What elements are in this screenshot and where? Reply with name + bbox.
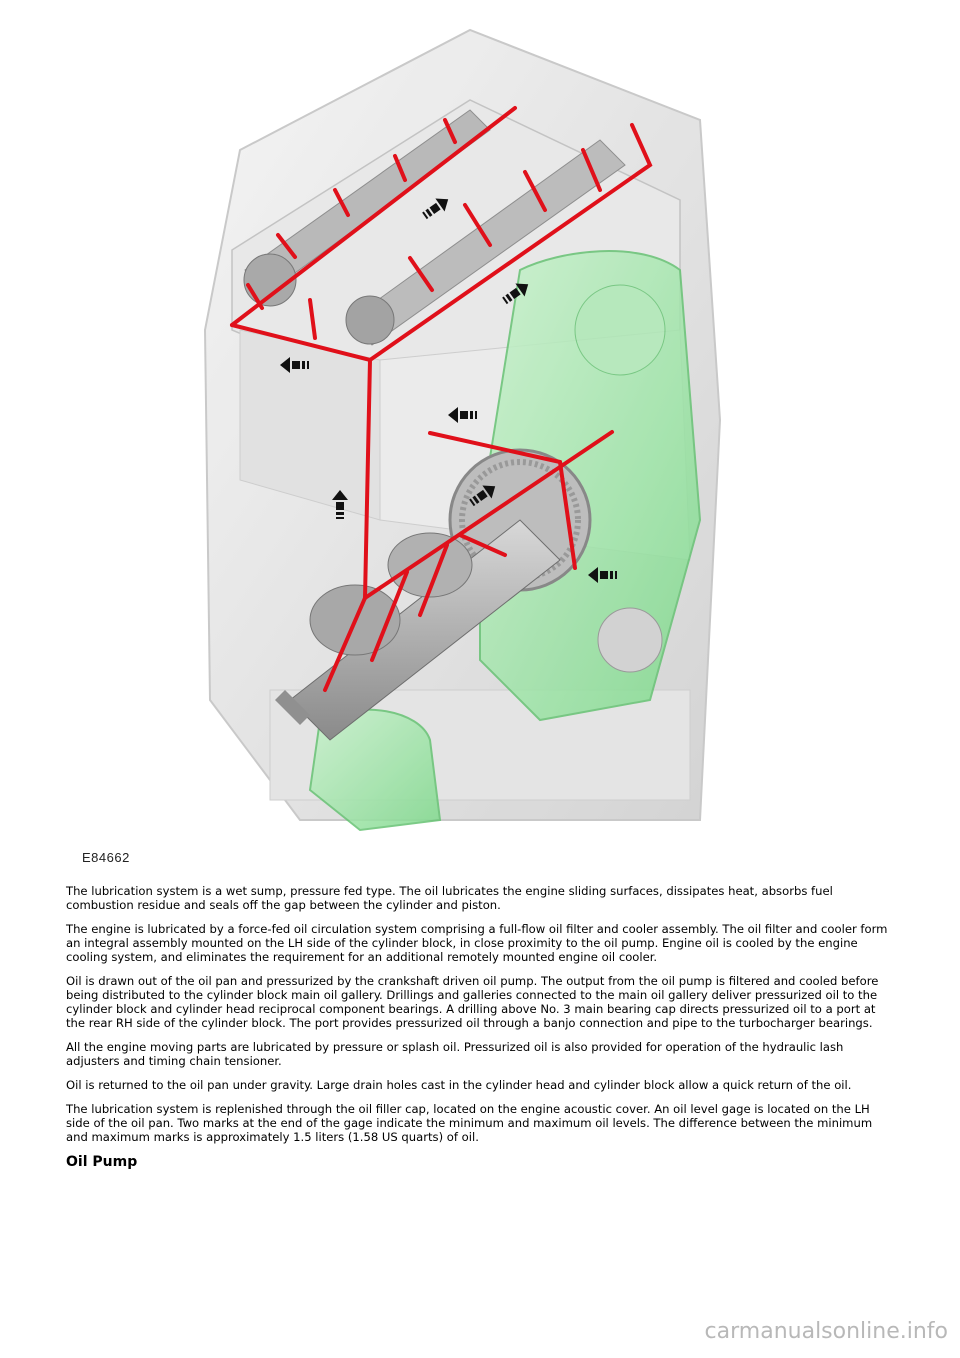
paragraph: Oil is returned to the oil pan under gravity. Large drain holes cast in the cylinder head and cylinder block allow a quick return of the oil.: [66, 1078, 852, 1092]
paragraph: The lubrication system is a wet sump, pressure fed type. The oil lubricates the engine sliding surfaces, dissipates heat, absorbs fuel combustion residue and seals off the gap between the cylinder and piston.: [66, 884, 833, 912]
watermark: carmanualsonline.info: [704, 1319, 948, 1344]
section-heading: Oil Pump: [66, 1154, 138, 1170]
paragraph: Oil is drawn out of the oil pan and pressurized by the crankshaft driven oil pump. The output from the oil pump is filtered and cooled before being distributed to the cylinder block main oil gallery. Drillings and galleries connected to the main oil gallery deliver pressurized oil to the cylinder block and cylinder head reciprocal component bearings. A drilling above No. 3 main bearing cap directs pressurized oil to a port at the rear RH side of the cylinder block. The port provides pressurized oil through a banjo connection and pipe to the turbocharger bearings.: [66, 974, 879, 1030]
figure-id-label: E84662: [82, 850, 130, 865]
body-text: [66, 884, 896, 1170]
paragraph: The engine is lubricated by a force-fed oil circulation system comprising a full-flow oil filter and cooler assembly. The oil filter and cooler form an integral assembly mounted on the LH side of the cylinder block, in close proximity to the oil pump. Engine oil is cooled by the engine cooling system, and eliminates the requirement for an additional remotely mounted engine oil cooler.: [66, 922, 888, 964]
paragraph: All the engine moving parts are lubricated by pressure or splash oil. Pressurized oil is also provided for operation of the hydraulic lash adjusters and timing chain tensioner.: [66, 1040, 844, 1068]
paragraph: The lubrication system is replenished through the oil filler cap, located on the engine acoustic cover. An oil level gage is located on the LH side of the oil pan. Two marks at the end of the gage indicate the minimum and maximum oil levels. The difference between the minimum and maximum marks is approximately 1.5 liters (1.58 US quarts) of oil.: [66, 1102, 873, 1144]
